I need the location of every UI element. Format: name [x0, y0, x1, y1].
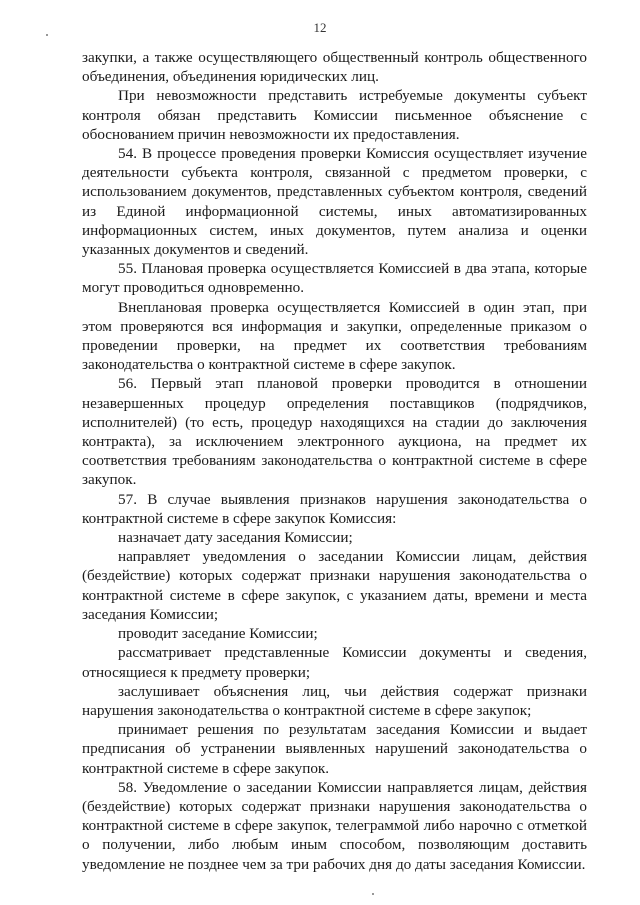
document-body — [82, 48, 587, 874]
list-item: заслушивает объяснения лиц, чьи действия содержат признаки нарушения законодательства о контрактной системе в сфере закупок; — [82, 682, 587, 719]
paragraph-56: 56. Первый этап плановой проверки проводится в отношении незавершенных процедур определения поставщиков (подрядчиков, исполнителей) (то есть, процедур находящихся на стадии до заключения контракта), за исключением электронного аукциона, на предмет их соответствия требованиям законодательства о контрактной системе в сфере закупок. — [82, 375, 587, 489]
paragraph-54: 54. В процессе проведения проверки Комиссия осуществляет изучение деятельности субъекта контроля, связанной с предметом проверки, с использованием документов, представленных субъектом контроля, сведений из Единой информационной системы, иных автоматизированных информационных систем, иных документов, путем анализа и оценки указанных документов и сведений. — [82, 145, 587, 259]
list-item: направляет уведомления о заседании Комиссии лицам, действия (бездействие) которых содержат признаки нарушения законодательства о контрактной системе в сфере закупок, с указанием даты, времени и места заседания Комиссии; — [82, 548, 587, 623]
list-item: назначает дату заседания Комиссии; — [118, 529, 353, 547]
paragraph-57: 57. В случае выявления признаков нарушения законодательства о контрактной системе в сфере закупок Комиссия: — [82, 490, 587, 527]
list-item: принимает решения по результатам заседания Комиссии и выдает предписания об устранении выявленных нарушений законодательства о контрактной системе в сфере закупок. — [82, 721, 587, 777]
paragraph-58: 58. Уведомление о заседании Комиссии направляется лицам, действия (бездействие) которых содержат признаки нарушения законодательства о контрактной системе в сфере закупок, телеграммой либо нарочно с отметкой о получении, либо любым иным способом, позволяющим доставить уведомление не позднее чем за три рабочих дня до даты заседания Комиссии. — [82, 778, 587, 873]
scan-speck — [372, 893, 374, 895]
paragraph: Внеплановая проверка осуществляется Комиссией в один этап, при этом проверяются вся информация и закупки, определенные приказом о проведении проверки, на предмет их соответствия требованиям законодательства о контрактной системе в сфере закупок. — [82, 298, 587, 374]
paragraph: При невозможности представить истребуемые документы субъект контроля обязан представить Комиссии письменное объяснение с обоснованием причин невозможности их предоставления. — [82, 87, 587, 143]
page-number: 12 — [313, 20, 327, 35]
paragraph: закупки, а также осуществляющего общественный контроль общественного объединения, объединения юридических лиц. — [82, 49, 587, 86]
list-item: проводит заседание Комиссии; — [118, 625, 318, 643]
paragraph-55: 55. Плановая проверка осуществляется Комиссией в два этапа, которые могут проводиться одновременно. — [82, 260, 587, 297]
scan-speck — [46, 34, 48, 36]
list-item: рассматривает представленные Комиссии документы и сведения, относящиеся к предмету проверки; — [82, 644, 587, 681]
